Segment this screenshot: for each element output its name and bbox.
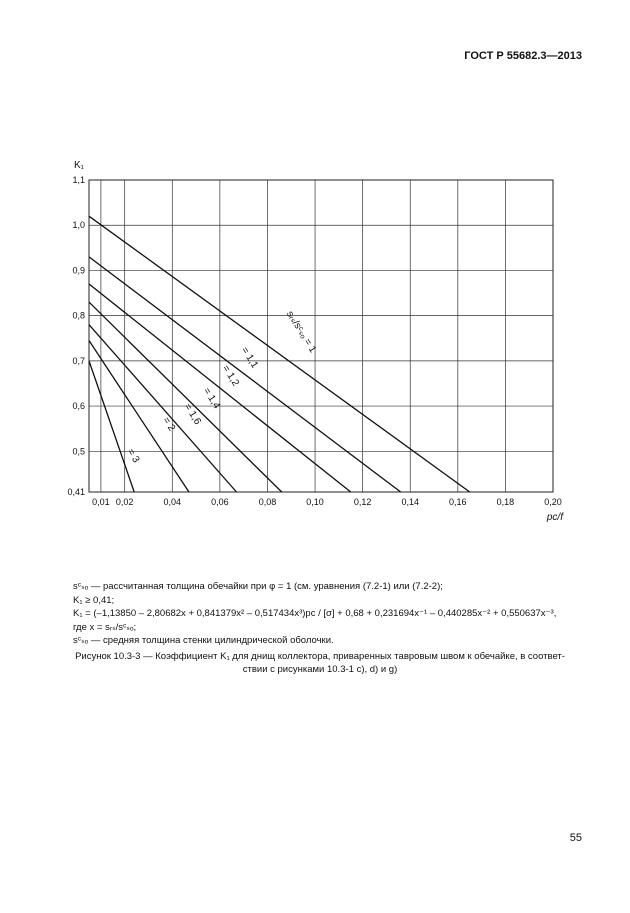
x-tick-label: 0,14 <box>401 497 419 507</box>
y-tick-label: 0,7 <box>72 355 85 366</box>
y-tick-label: 0,41 <box>67 487 85 497</box>
series-line <box>89 216 470 492</box>
curve-label: = 1,6 <box>181 401 203 427</box>
x-tick-label: 0,01 <box>92 497 110 507</box>
note-line: K₁ ≥ 0,41; <box>73 594 115 606</box>
notes-block <box>73 580 593 648</box>
y-tick-label: 0,5 <box>72 446 85 457</box>
figure-caption <box>50 650 590 676</box>
note-line: где x = sᵣₛ/sᶜₛₒ; <box>73 621 137 633</box>
x-tick-label: 0,16 <box>449 497 467 507</box>
curve-label: = 1,2 <box>219 363 241 389</box>
x-tick-label: 0,10 <box>306 497 324 507</box>
note-line: K₁ = (–1,13850 – 2,80682x + 0,841379x² – 0,517434x³)pᴄ / [σ] + 0,68 + 0,231694x⁻¹ – 0,440285x⁻² + 0,550637x⁻³, <box>73 608 557 619</box>
curve-label: = 1,1 <box>238 345 261 371</box>
x-tick-label: 0,04 <box>163 497 182 507</box>
curve-label: = 3 <box>124 447 142 465</box>
x-tick-label: 0,06 <box>211 497 229 507</box>
page-number: 55 <box>569 832 582 844</box>
y-axis-label: K₁ <box>74 160 85 171</box>
x-tick-label: 0,02 <box>115 497 134 507</box>
series-line <box>89 341 189 492</box>
caption-line: Рисунок 10.3-3 — Коэффициент K₁ для днищ коллектора, приваренных тавровым швом к обечайке, в соответ- <box>75 651 565 662</box>
caption-line: ствии с рисунками 10.3-1 c), d) и g) <box>242 664 398 675</box>
y-tick-label: 1,0 <box>72 220 85 231</box>
curve-label: = 2 <box>160 415 178 434</box>
curve-label: = 1,4 <box>200 386 222 411</box>
note-line: sᶜₛₒ — средняя толщина стенки цилиндрической оболочки. <box>73 635 334 646</box>
y-tick-label: 0,9 <box>72 265 85 276</box>
x-tick-label: 0,18 <box>496 497 515 507</box>
document-header: ГОСТ Р 55682.3—2013 <box>464 50 582 62</box>
y-tick-label: 1,1 <box>72 175 85 185</box>
x-axis-label: pᴄ/f <box>546 512 563 523</box>
x-tick-label: 0,12 <box>353 497 372 507</box>
series-line <box>89 361 134 492</box>
y-tick-label: 0,6 <box>72 401 85 412</box>
curve-label: sᵣₛ/sᶜₛₒ = 1 <box>283 309 319 355</box>
x-tick-label: 0,20 <box>544 497 562 507</box>
series-line <box>89 302 282 492</box>
note-line: sᶜₛₒ — рассчитанная толщина обечайки при φ = 1 (см. уравнения (7.2-1) или (7.2-2); <box>73 581 443 592</box>
x-tick-label: 0,08 <box>258 497 277 507</box>
y-tick-label: 0,8 <box>72 310 85 321</box>
